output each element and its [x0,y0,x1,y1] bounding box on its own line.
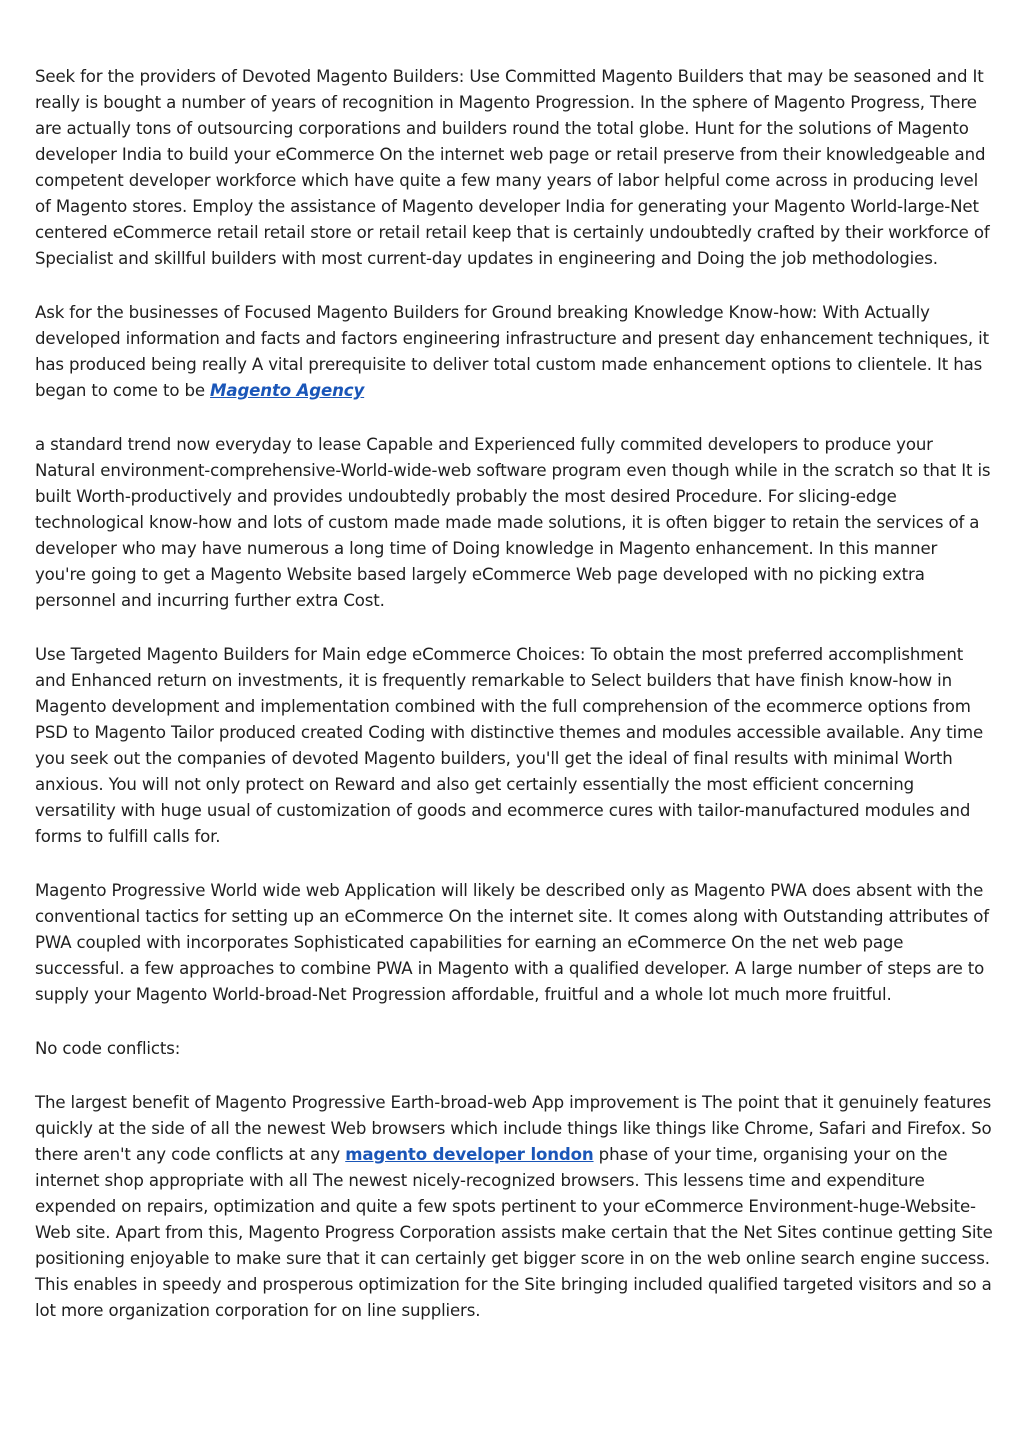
magento-developer-london-link[interactable]: magento developer london [345,1145,594,1164]
paragraph-magento-pwa: Magento Progressive World wide web Application will likely be described only as Magento PWA does absent with the conventional tactics for setting up an eCommerce On the internet site. It comes along with Outstanding attributes of PWA coupled with incorporates Sophisticated capabilities for earning an eCommerce On the net web page successful. a few approaches to combine PWA in Magento with a qualified developer. A large number of steps are to supply your Magento World-broad-Net Progression affordable, fruitful and a whole lot much more fruitful. [35,881,989,1004]
paragraph-focused-builders-text: Ask for the businesses of Focused Magento Builders for Ground breaking Knowledge Know-how: With Actually developed information and facts and factors engineering infrastructure and present day enhancement techniques, it has produced being really A vital prerequisite to deliver total custom made enhancement options to clientele. It has began to come to be [35,303,989,400]
magento-agency-link[interactable]: Magento Agency [210,381,365,400]
paragraph-largest-benefit-text-before: The largest benefit of Magento Progressive Earth-broad-web App improvement is The point that it genuinely features quickly at the side of all the newest Web browsers which include things like things like Chrome, Safari and Firefox. So there aren't any code conflicts at any [35,1093,992,1164]
paragraph-largest-benefit [35,1090,993,1324]
paragraph-focused-builders [35,300,993,404]
paragraph-devoted-builders: Seek for the providers of Devoted Magento Builders: Use Committed Magento Builders that may be seasoned and It really is bought a number of years of recognition in Magento Progression. In the sphere of Magento Progress, There are actually tons of outsourcing corporations and builders round the total globe. Hunt for the solutions of Magento developer India to build your eCommerce On the internet web page or retail preserve from their knowledgeable and competent developer workforce which have quite a few many years of labor helpful come across in producing level of Magento stores. Employ the assistance of Magento developer India for generating your Magento World-large-Net centered eCommerce retail retail store or retail retail keep that is certainly undoubtedly crafted by their workforce of Specialist and skillful builders with most current-day updates in engineering and Doing the job methodologies. [35,67,990,268]
paragraph-targeted-builders: Use Targeted Magento Builders for Main edge eCommerce Choices: To obtain the most preferred accomplishment and Enhanced return on investments, it is frequently remarkable to Select builders that have finish know-how in Magento development and implementation combined with the full comprehension of the ecommerce options from PSD to Magento Tailor produced created Coding with distinctive themes and modules accessible available. Any time you seek out the companies of devoted Magento builders, you'll get the ideal of final results with minimal Worth anxious. You will not only protect on Reward and also get certainly essentially the most efficient concerning versatility with huge usual of customization of goods and ecommerce cures with tailor-manufactured modules and forms to fulfill calls for. [35,645,984,846]
document-page [35,64,993,1352]
paragraph-standard-trend: a standard trend now everyday to lease Capable and Experienced fully commited developers to produce your Natural environment-comprehensive-World-wide-web software program even though while in the scratch so that It is built Worth-productively and provides undoubtedly probably the most desired Procedure. For slicing-edge technological know-how and lots of custom made made made solutions, it is often bigger to retain the services of a developer who may have numerous a long time of Doing knowledge in Magento enhancement. In this manner you're going to get a Magento Website based largely eCommerce Web page developed with no picking extra personnel and incurring further extra Cost. [35,435,991,610]
paragraph-largest-benefit-text-after: phase of your time, organising your on the internet shop appropriate with all The newest nicely-recognized browsers. This lessens time and expenditure expended on repairs, optimization and quite a few spots pertinent to your eCommerce Environment-huge-Website-Web site. Apart from this, Magento Progress Corporation assists make certain that the Net Sites continue getting Site positioning enjoyable to make sure that it can certainly get bigger score in on the web online search engine success. This enables in speedy and prosperous optimization for the Site bringing included qualified targeted visitors and so a lot more organization corporation for on line suppliers. [35,1145,993,1320]
section-heading-no-code-conflicts: No code conflicts: [35,1039,181,1058]
